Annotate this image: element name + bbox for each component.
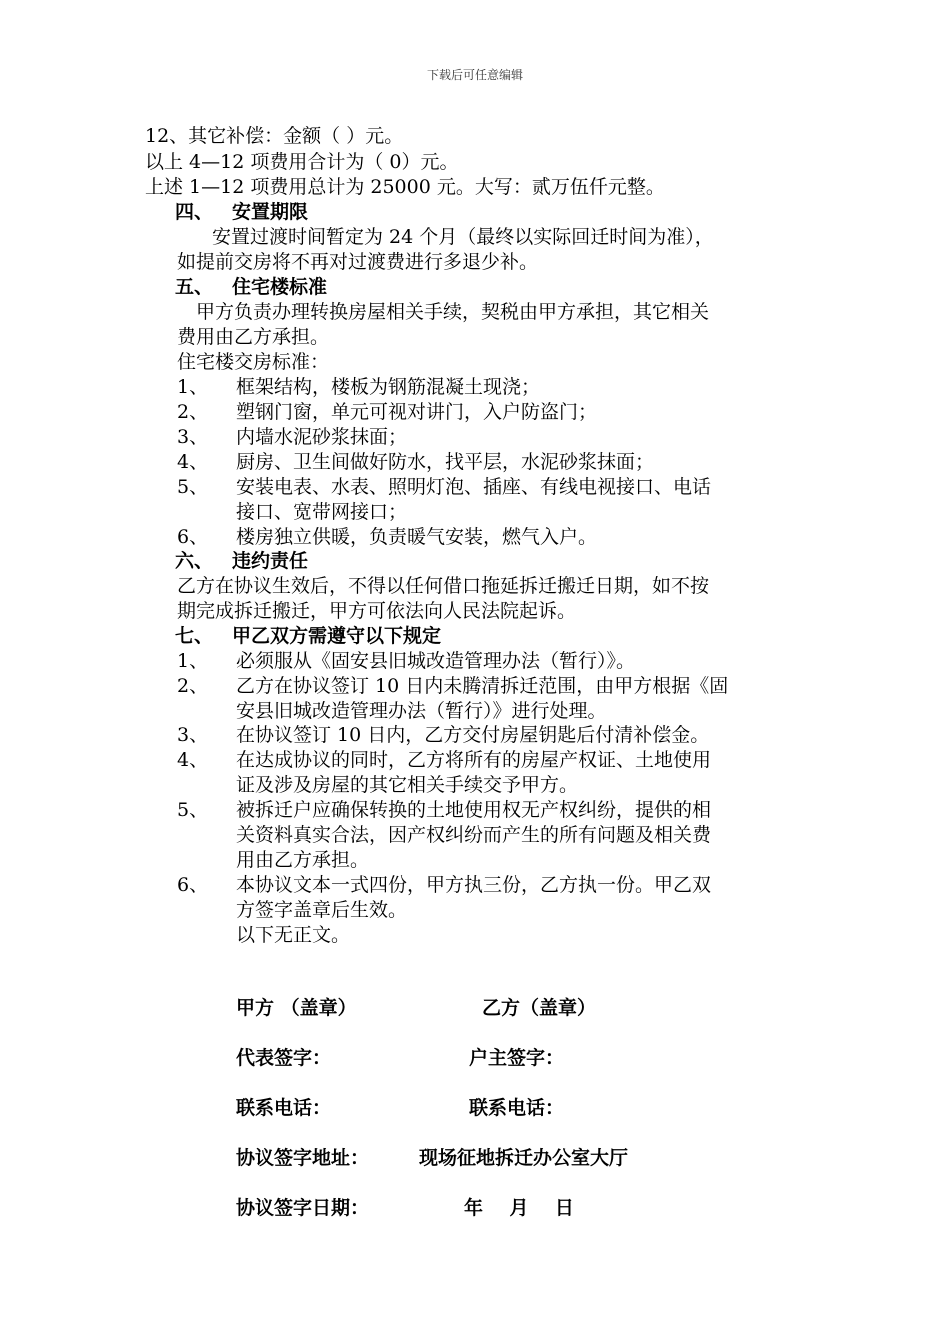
section4-title: 安置期限 (232, 201, 309, 223)
section5-item-number: 5、 (177, 476, 209, 498)
section5-item-text: 安装电表、水表、照明灯泡、插座、有线电视接口、电话 (236, 476, 712, 498)
section6-title: 违约责任 (232, 550, 309, 572)
section5-item-text: 楼房独立供暖，负责暖气安装，燃气入户。 (236, 526, 598, 548)
section7-item-text: 在协议签订 10 日内，乙方交付房屋钥匙后付清补偿金。 (236, 724, 710, 746)
section5-item-text: 塑钢门窗，单元可视对讲门，入户防盗门； (236, 401, 598, 423)
section5-item-number: 1、 (177, 376, 209, 398)
section7-number: 七、 (175, 625, 214, 647)
section5-paragraph-line1: 甲方负责办理转换房屋相关手续，契税由甲方承担，其它相关 (196, 301, 710, 323)
section5-item-text: 接口、宽带网接口； (236, 501, 408, 523)
signing-date-value: 年 月 日 (464, 1197, 574, 1219)
section7-item-text: 用由乙方承担。 (236, 849, 370, 871)
party-b-seal-label: 乙方（盖章） (482, 997, 597, 1019)
page-header: 下载后可任意编辑 (426, 68, 523, 82)
representative-signature-label: 代表签字： (236, 1047, 332, 1069)
line-subtotal: 以上 4—12 项费用合计为（ 0）元。 (145, 151, 459, 173)
section4-number: 四、 (175, 201, 214, 223)
section7-item-number: 1、 (177, 650, 209, 672)
section5-number: 五、 (175, 276, 214, 298)
section4-paragraph-line2: 如提前交房将不再对过渡费进行多退少补。 (177, 251, 539, 273)
section6-paragraph-line1: 乙方在协议生效后，不得以任何借口拖延拆迁搬迁日期，如不按 (177, 575, 710, 597)
section7-item-number: 6、 (177, 874, 209, 896)
section7-item-number: 4、 (177, 749, 209, 771)
section7-item-text: 被拆迁户应确保转换的土地使用权无产权纠纷，提供的相 (236, 799, 712, 821)
section5-item-number: 3、 (177, 426, 209, 448)
signing-address-value: 现场征地拆迁办公室大厅 (419, 1147, 629, 1169)
line-total: 上述 1—12 项费用总计为 25000 元。大写：贰万伍仟元整。 (145, 176, 665, 198)
section7-item-text: 证及涉及房屋的其它相关手续交予甲方。 (236, 774, 579, 796)
section7-item-text: 本协议文本一式四份，甲方执三份，乙方执一份。甲乙双 (236, 874, 712, 896)
section5-item-number: 2、 (177, 401, 209, 423)
section7-item-text: 安县旧城改造管理办法（暂行）》进行处理。 (236, 700, 607, 722)
section5-title: 住宅楼标准 (232, 276, 328, 298)
section7-item-text: 在达成协议的同时，乙方将所有的房屋产权证、土地使用 (236, 749, 712, 771)
section7-item-number: 5、 (177, 799, 209, 821)
section5-item-text: 框架结构，楼板为钢筋混凝土现浇； (236, 376, 541, 398)
section5-item-text: 厨房、卫生间做好防水，找平层，水泥砂浆抹面； (236, 451, 655, 473)
section7-item-text: 必须服从《固安县旧城改造管理办法（暂行）》。 (236, 650, 636, 672)
signing-date-label: 协议签字日期： (236, 1197, 370, 1219)
section5-item-number: 4、 (177, 451, 209, 473)
section5-item-text: 内墙水泥砂浆抹面； (236, 426, 408, 448)
section4-paragraph-line1: 安置过渡时间暂定为 24 个月（最终以实际回迁时间为准）， (212, 226, 714, 248)
section7-title: 甲乙双方需遵守以下规定 (232, 625, 442, 647)
section7-item-number: 3、 (177, 724, 209, 746)
section6-number: 六、 (175, 550, 214, 572)
section7-item-text: 乙方在协议签订 10 日内未腾清拆迁范围，由甲方根据《固 (236, 675, 729, 697)
section5-paragraph-line2: 费用由乙方承担。 (177, 326, 330, 348)
section7-item-text: 关资料真实合法，因产权纠纷而产生的所有问题及相关费 (236, 824, 712, 846)
section7-item-number: 2、 (177, 675, 209, 697)
section7-item-text: 方签字盖章后生效。 (236, 899, 408, 921)
section5-standard-label: 住宅楼交房标准： (177, 351, 330, 373)
party-a-phone-label: 联系电话： (236, 1097, 332, 1119)
line-other-compensation: 12、其它补偿：金额（ ）元。 (145, 125, 404, 147)
party-b-phone-label: 联系电话： (469, 1097, 565, 1119)
section6-paragraph-line2: 期完成拆迁搬迁，甲方可依法向人民法院起诉。 (177, 600, 577, 622)
signing-address-label: 协议签字地址： (236, 1147, 370, 1169)
section7-item-text: 以下无正文。 (236, 924, 351, 946)
owner-signature-label: 户主签字： (469, 1047, 565, 1069)
party-a-seal-label: 甲方 （盖章） (236, 997, 357, 1019)
section5-item-number: 6、 (177, 526, 209, 548)
